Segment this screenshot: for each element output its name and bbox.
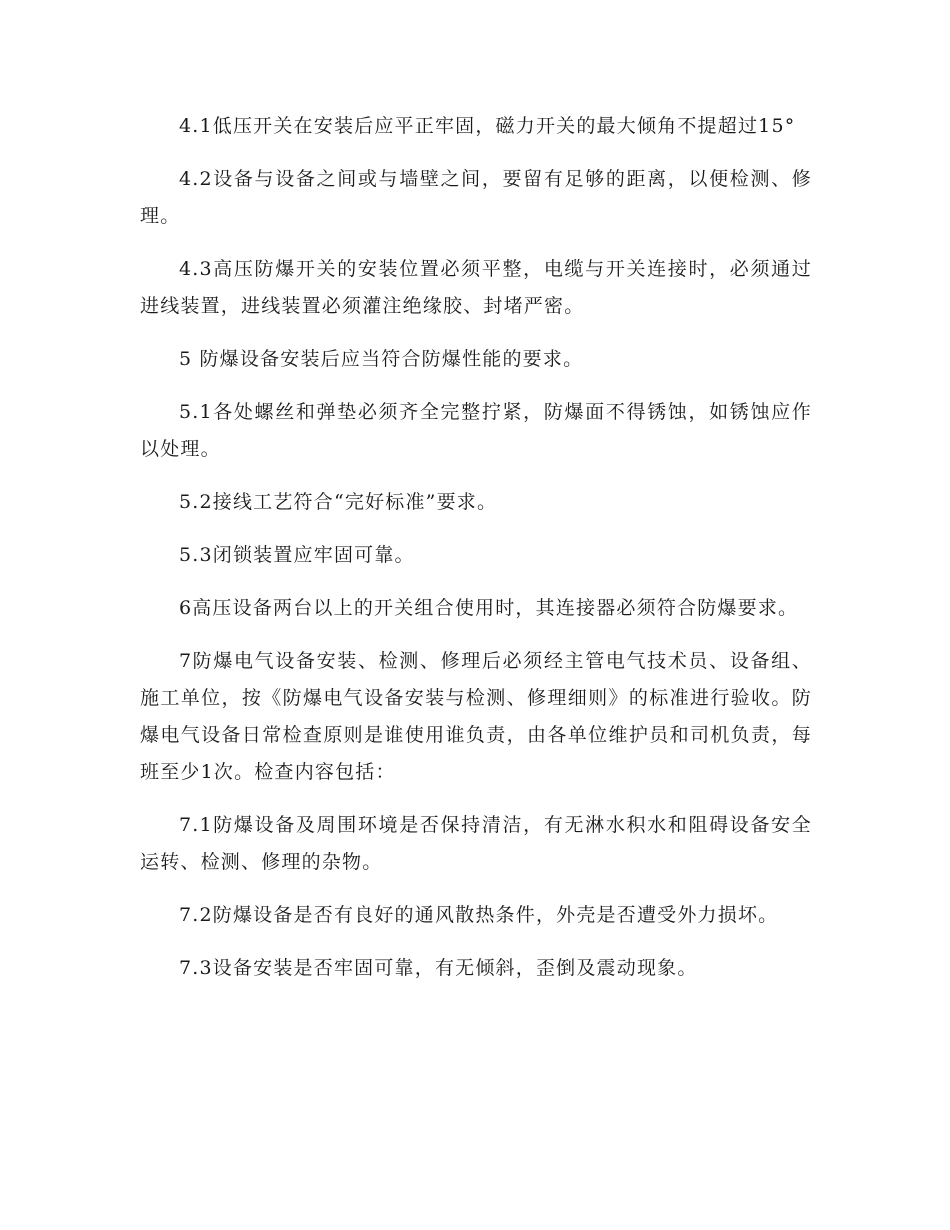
paragraph-7-2: 7.2防爆设备是否有良好的通风散热条件，外壳是否遭受外力损坏。 bbox=[178, 904, 779, 926]
paragraph-4-3: 4.3高压防爆开关的安装位置必须平整，电缆与开关连接时，必须通过进线装置，进线装置必须灌注绝缘胶、封堵严密。 bbox=[140, 258, 812, 317]
document-body bbox=[140, 108, 812, 1003]
paragraph-7-1: 7.1防爆设备及周围环境是否保持清洁，有无淋水积水和阻碍设备安全运转、检测、修理的杂物。 bbox=[140, 814, 812, 873]
paragraph-7: 7防爆电气设备安装、检测、修理后必须经主管电气技术员、设备组、施工单位，按《防爆电气设备安装与检测、修理细则》的标准进行验收。防爆电气设备日常检查原则是谁使用谁负责，由各单位维护员和司机负责，每班至少1次。检查内容包括： bbox=[140, 650, 812, 783]
paragraph-6: 6高压设备两台以上的开关组合使用时，其连接器必须符合防爆要求。 bbox=[178, 597, 799, 619]
paragraph-4-1: 4.1低压开关在安装后应平正牢固，磁力开关的最大倾角不提超过15° bbox=[178, 115, 796, 137]
paragraph-4-2: 4.2设备与设备之间或与墙壁之间，要留有足够的距离，以便检测、修理。 bbox=[140, 168, 812, 227]
paragraph-7-3: 7.3设备安装是否牢固可靠，有无倾斜，歪倒及震动现象。 bbox=[178, 957, 698, 979]
paragraph-5-2: 5.2接线工艺符合“完好标准”要求。 bbox=[178, 491, 498, 513]
paragraph-5-1: 5.1各处螺丝和弹垫必须齐全完整拧紧，防爆面不得锈蚀，如锈蚀应作以处理。 bbox=[140, 401, 812, 460]
paragraph-5: 5 防爆设备安装后应当符合防爆性能的要求。 bbox=[178, 348, 584, 370]
paragraph-5-3: 5.3闭锁装置应牢固可靠。 bbox=[178, 544, 415, 566]
